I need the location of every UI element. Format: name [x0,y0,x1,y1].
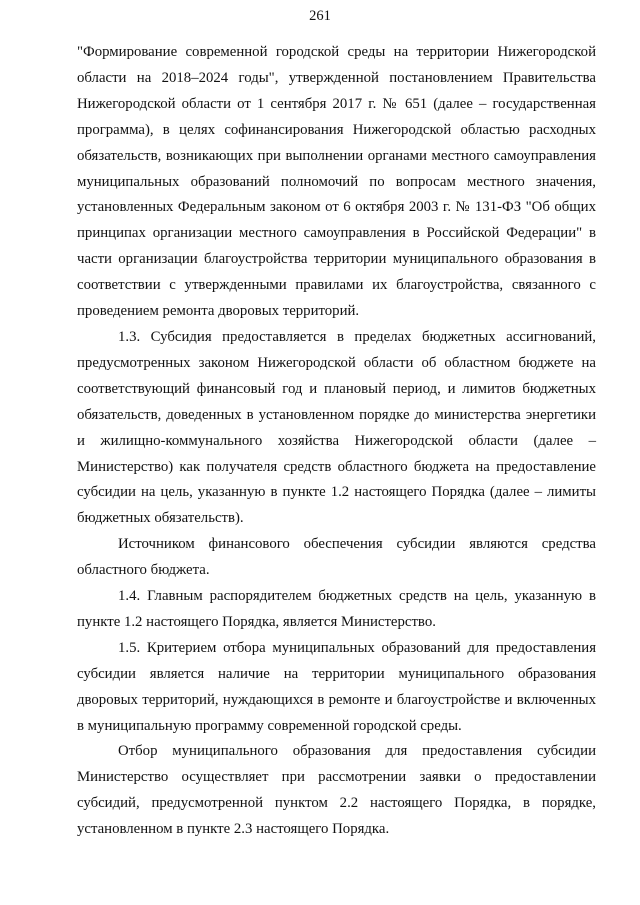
paragraph-continuation: "Формирование современной городской среды на территории Нижегородской области на 2018–2024 годы", утвержденной постановлением Правительства Нижегородской области от 1 сентября 2017 г. № 651 (далее – государственная программа), в целях софинансирования Нижегородской областью расходных обязательств, возникающих при выполнении органами местного самоуправления муниципальных образований полномочий по вопросам местного значения, установленных Федеральным законом от 6 октября 2003 г. № 131-ФЗ "Об общих принципах организации местного самоуправления в Российской Федерации" в части организации благоустройства территории муниципального образования в соответствии с утвержденными правилами их благоустройства, связанного с проведением ремонта дворовых территорий. [77,44,596,320]
page-number: 261 [309,8,331,24]
paragraph-selection: Отбор муниципального образования для предоставления субсидии Министерство осуществляет при рассмотрении заявки о предоставлении субсидий, предусмотренной пунктом 2.2 настоящего Порядка, в порядке, установленном в пункте 2.3 настоящего Порядка. [77,743,596,838]
document-body [77,40,596,843]
paragraph-funding-source: Источником финансового обеспечения субсидии являются средства областного бюджета. [77,536,596,579]
paragraph-1-4: 1.4. Главным распорядителем бюджетных средств на цель, указанную в пункте 1.2 настоящего Порядка, является Министерство. [77,588,596,630]
paragraph-1-3: 1.3. Субсидия предоставляется в пределах бюджетных ассигнований, предусмотренных законом Нижегородской области об областном бюджете на соответствующий финансовый год и плановый период, и лимитов бюджетных обязательств, доведенных в установленном порядке до министерства энергетики и жилищно-коммунального хозяйства Нижегородской области (далее – Министерство) как получателя средств областного бюджета на предоставление субсидии на цель, указанную в пункте 1.2 настоящего Порядка (далее – лимиты бюджетных обязательств). [77,328,596,527]
paragraph-1-5: 1.5. Критерием отбора муниципальных образований для предоставления субсидии является наличие на территории муниципального образования дворовых территорий, нуждающихся в ремонте и благоустройстве и включенных в муниципальную программу современной городской среды. [77,639,596,734]
